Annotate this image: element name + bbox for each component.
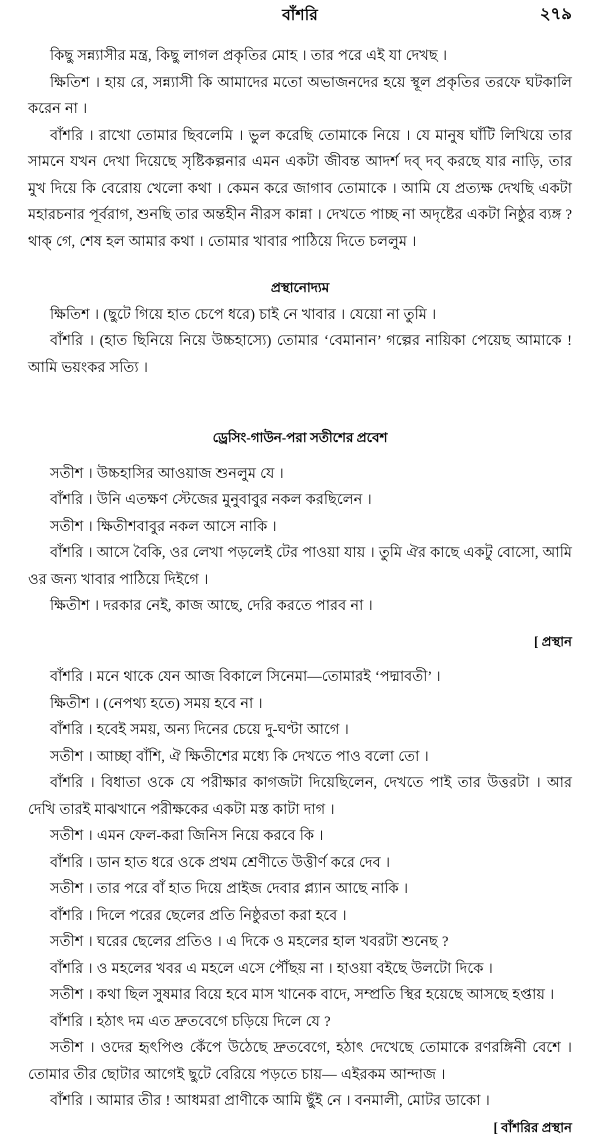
dialogue-line: বাঁশরি । ও মহলের খবর এ মহলে এসে পৌঁছয় না । হাওয়া বইছে উলটো দিকে । [28, 956, 572, 983]
dialogue-line: সতীশ । ক্ষিতীশবাবুর নকল আসে নাকি । [28, 514, 572, 541]
dialogue-line: সতীশ । এমন ফেল-করা জিনিস নিয়ে করবে কি । [28, 823, 572, 850]
running-head [28, 0, 572, 34]
dialogue-line: ক্ষিতিশ । হায় রে, সন্ন্যাসী কি আমাদের মতো অভাজনদের হয়ে স্থূল প্রকৃতির তরফে ঘটকালি করেন না । [28, 70, 572, 123]
dialogue-line: সতীশ । তার পরে বাঁ হাত দিয়ে প্রাইজ দেবার প্ল্যান আছে নাকি । [28, 876, 572, 903]
page-number: ২৭৯ [540, 6, 572, 23]
spacer [28, 255, 572, 275]
dialogue-line: সতীশ । কথা ছিল সুষমার বিয়ে হবে মাস খানেক বাদে, সম্প্রতি স্থির হয়েছে আসছে হপ্তায় । [28, 982, 572, 1009]
dialogue-line: বাঁশরি । হবেই সময়, অন্য দিনের চেয়ে দু-ঘণ্টা আগে । [28, 717, 572, 744]
dialogue-line: সতীশ । ওদের হৃৎপিণ্ড কেঁপে উঠেছে দ্রুতবেগে, হঠাৎ দেখেছে তোমাকে রণরঙ্গিনী বেশে । তোমার তীর ছোটার আগেই ছুটে বেরিয়ে পড়তে চায়— এইরকম আন্দাজ । [28, 1035, 572, 1088]
paragraph-continuation: কিছু সন্ন্যাসীর মন্ত্র, কিছু লাগল প্রকৃতির মোহ । তার পরে এই যা দেখছ । [28, 43, 572, 70]
spacer [28, 34, 572, 43]
dialogue-line: বাঁশরি । মনে থাকে যেন আজ বিকালে সিনেমা—তোমারই ‘পদ্মাবতী’ । [28, 664, 572, 691]
dialogue-line: বাঁশরি । আসে বৈকি, ওর লেখা পড়লেই টের পাওয়া যায় । তুমি ঐর কাছে একটু বোসো, আমি ওর জন্য খাবার পাঠিয়ে দিইগে । [28, 540, 572, 593]
dialogue-line: সতীশ । ঘরের ছেলের প্রতিও । এ দিকে ও মহলের হাল খবরটা শুনেছ ? [28, 929, 572, 956]
running-head-title: বাঁশরি [28, 8, 572, 24]
dialogue-line: ক্ষিতিশ । (ছুটে গিয়ে হাত চেপে ধরে) চাই নে খাবার । যেয়ো না তুমি । [28, 302, 572, 329]
spacer [28, 452, 572, 461]
dialogue-line: বাঁশরি । বিধাতা ওকে যে পরীক্ষার কাগজটা দিয়েছিলেন, দেখতে পাই তার উত্তরটা । আর দেখি তারই মাঝখানে পরীক্ষকের একটা মস্ত কাটা দাগ । [28, 770, 572, 823]
dialogue-line: বাঁশরি । (হাত ছিনিয়ে নিয়ে উচ্চহাস্যে) তোমার ‘বেমানান’ গল্পের নায়িকা পেয়েছ আমাকে ! আমি ভয়ংকর সত্যি । [28, 328, 572, 381]
dialogue-line: বাঁশরি । ডান হাত ধরে ওকে প্রথম শ্রেণীতে উত্তীর্ণ করে দেব । [28, 850, 572, 877]
spacer [28, 620, 572, 629]
dialogue-line: বাঁশরি । উনি এতক্ষণ স্টেজের মুনুবাবুর নকল করছিলেন । [28, 487, 572, 514]
dialogue-line: বাঁশরি । দিলে পরের ছেলের প্রতি নিষ্ঠুরতা করা হবে । [28, 903, 572, 930]
stage-direction: প্রস্থানোদ্যম [28, 275, 572, 302]
stage-direction-exit: [ বাঁশরির প্রস্থান [28, 1115, 572, 1141]
dialogue-line: সতীশ । উচ্চহাসির আওয়াজ শুনলুম যে । [28, 461, 572, 488]
dialogue-line: সতীশ । আচ্ছা বাঁশি, ঐ ক্ষিতীশের মধ্যে কি দেখতে পাও বলো তো । [28, 744, 572, 771]
stage-direction-entrance: ড্রেসিং-গাউন-পরা সতীশের প্রবেশ [28, 425, 572, 452]
dialogue-line: বাঁশরি । রাখো তোমার ছিবলেমি । ভুল করেছি তোমাকে নিয়ে । যে মানুষ ঘাঁটি লিখিয়ে তার সামনে যখন দেখা দিয়েছে সৃষ্টিকল্পনার এমন একটা জীবন্ত আদর্শ দব্‌ দব্‌ করছে যার নাড়ি, তার মুখ দিয়ে কি বেরোয় খেলো কথা । কেমন করে জাগাব তোমাকে । আমি যে প্রত্যক্ষ দেখছি একটা মহারচনার পূর্বরাগ, শুনছি তার অন্তহীন নীরস কান্না । দেখতে পাচ্ছ না অদৃষ্টের একটা নিষ্ঠুর ব্যঙ্গ ? থাক্ গে, শেষ হল আমার কথা । তোমার খাবার পাঠিয়ে দিতে চললুম । [28, 123, 572, 256]
dialogue-line: বাঁশরি । আমার তীর ! আধমরা প্রাণীকে আমি ছুঁই নে । বনমালী, মোটর ডাকো । [28, 1088, 572, 1115]
spacer [28, 655, 572, 664]
dialogue-line: ক্ষিতীশ । দরকার নেই, কাজ আছে, দেরি করতে পারব না । [28, 593, 572, 620]
body-text [28, 34, 572, 1141]
dialogue-line: ক্ষিতীশ । (নেপথ্য হতে) সময় হবে না । [28, 691, 572, 718]
dialogue-line: বাঁশরি । হঠাৎ দম এত দ্রুতবেগে চড়িয়ে দিলে যে ? [28, 1009, 572, 1036]
stage-direction-exit: [ প্রস্থান [28, 629, 572, 656]
spacer [28, 381, 572, 425]
